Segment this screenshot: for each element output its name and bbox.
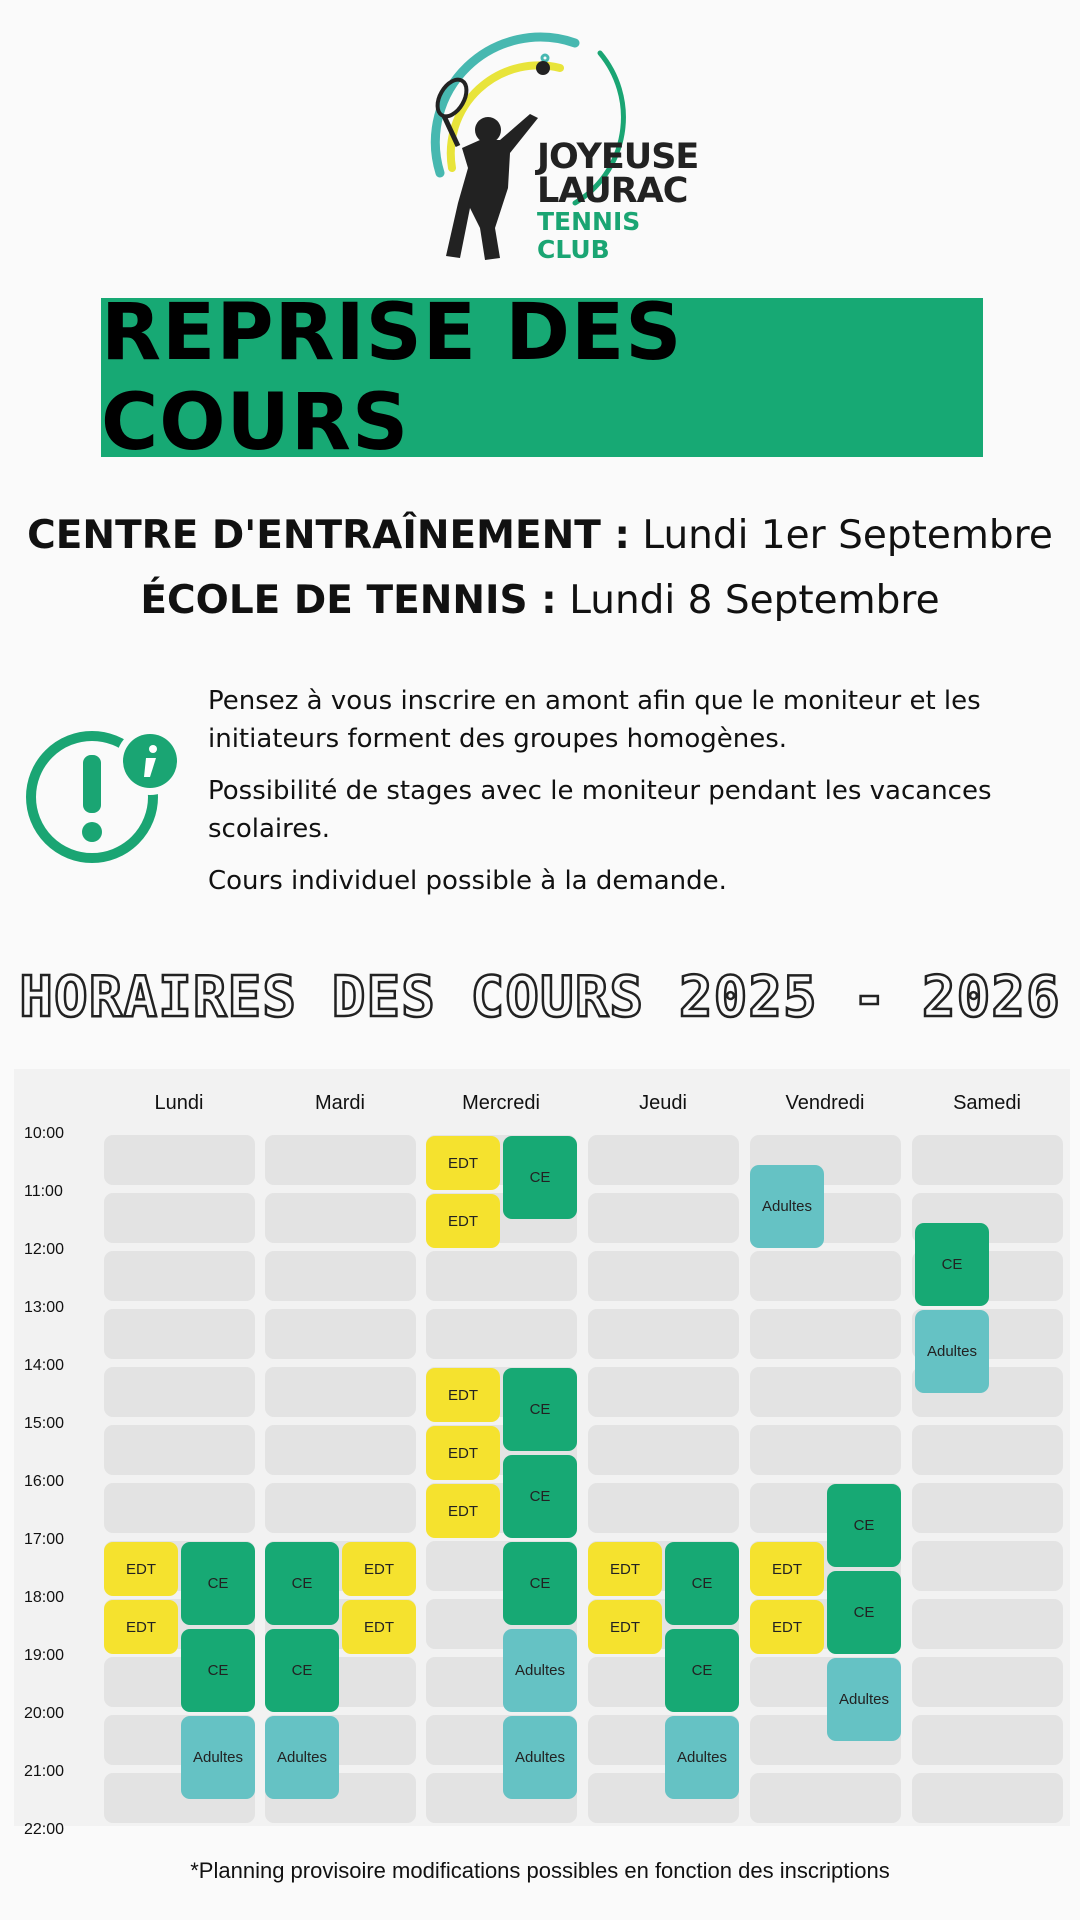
course-edt: EDT [426, 1426, 500, 1480]
empty-slot [265, 1193, 416, 1243]
time-label: 12:00 [24, 1241, 65, 1258]
time-label: 15:00 [24, 1415, 65, 1432]
course-adultes: Adultes [503, 1716, 577, 1799]
exclamation-info-icon [22, 725, 187, 865]
day-header: Samedi [953, 1092, 1021, 1114]
course-edt: EDT [104, 1542, 178, 1596]
logo-line-1: JOYEUSE [537, 137, 699, 177]
empty-slot [588, 1483, 739, 1533]
course-ce: CE [665, 1542, 739, 1625]
empty-slot [426, 1309, 577, 1359]
time-label: 17:00 [24, 1531, 65, 1548]
course-edt: EDT [342, 1600, 416, 1654]
date-ecole-tennis [0, 578, 1080, 623]
empty-slot [265, 1483, 416, 1533]
course-ce: CE [503, 1542, 577, 1625]
info-paragraph: Pensez à vous inscrire en amont afin que le moniteur et les initiateurs forment des groupes homogènes. [208, 686, 981, 754]
logo-line-2: LAURAC [537, 171, 688, 211]
course-ce: CE [827, 1484, 901, 1567]
time-label: 18:00 [24, 1589, 65, 1606]
course-ce: CE [503, 1455, 577, 1538]
empty-slot [426, 1251, 577, 1301]
date-label: ÉCOLE DE TENNIS : [140, 578, 557, 623]
empty-slot [750, 1367, 901, 1417]
empty-slot [104, 1135, 255, 1185]
course-ce: CE [665, 1629, 739, 1712]
logo-line-3: TENNIS CLUB [537, 207, 641, 264]
course-ce: CE [503, 1136, 577, 1219]
empty-slot [912, 1715, 1063, 1765]
info-paragraph: Possibilité de stages avec le moniteur pendant les vacances scolaires. [208, 776, 992, 844]
logo-text [537, 137, 699, 264]
empty-slot [265, 1367, 416, 1417]
banner-title: REPRISE DES COURS [101, 287, 683, 468]
course-edt: EDT [104, 1600, 178, 1654]
course-ce: CE [265, 1542, 339, 1625]
time-label: 20:00 [24, 1705, 65, 1722]
info-text [208, 682, 1068, 914]
empty-slot [588, 1135, 739, 1185]
date-centre-entrainement [0, 513, 1080, 558]
course-edt: EDT [426, 1368, 500, 1422]
empty-slot [588, 1193, 739, 1243]
empty-slot [104, 1251, 255, 1301]
date-value: Lundi 8 Septembre [569, 578, 940, 623]
course-edt: EDT [750, 1542, 824, 1596]
empty-slot [912, 1541, 1063, 1591]
course-edt: EDT [342, 1542, 416, 1596]
empty-slot [588, 1425, 739, 1475]
empty-slot [750, 1773, 901, 1823]
course-adultes: Adultes [750, 1165, 824, 1248]
time-label: 22:00 [24, 1821, 65, 1838]
empty-slot [750, 1425, 901, 1475]
course-adultes: Adultes [181, 1716, 255, 1799]
title-banner [101, 287, 983, 468]
empty-slot [588, 1309, 739, 1359]
day-header: Jeudi [639, 1092, 687, 1114]
course-ce: CE [265, 1629, 339, 1712]
empty-slot [104, 1483, 255, 1533]
course-edt: EDT [588, 1600, 662, 1654]
course-edt: EDT [588, 1542, 662, 1596]
empty-slot [104, 1425, 255, 1475]
course-adultes: Adultes [265, 1716, 339, 1799]
course-ce: CE [827, 1571, 901, 1654]
date-label: CENTRE D'ENTRAÎNEMENT : [27, 513, 630, 558]
empty-slot [750, 1309, 901, 1359]
course-edt: EDT [750, 1600, 824, 1654]
course-adultes: Adultes [915, 1310, 989, 1393]
club-logo [400, 28, 699, 268]
info-paragraph: Cours individuel possible à la demande. [208, 866, 727, 896]
footnote: *Planning provisoire modifications possibles en fonction des inscriptions [190, 1858, 890, 1883]
schedule-title: HORAIRES DES COURS 2025 - 2026 [19, 965, 1061, 1030]
course-edt: EDT [426, 1136, 500, 1190]
empty-slot [750, 1251, 901, 1301]
time-label: 21:00 [24, 1763, 65, 1780]
empty-slot [265, 1251, 416, 1301]
empty-slot [104, 1367, 255, 1417]
empty-slot [265, 1425, 416, 1475]
time-label: 13:00 [24, 1299, 65, 1316]
time-label: 11:00 [24, 1183, 63, 1200]
time-label: 16:00 [24, 1473, 65, 1490]
course-edt: EDT [426, 1484, 500, 1538]
course-ce: CE [181, 1542, 255, 1625]
empty-slot [912, 1773, 1063, 1823]
empty-slot [912, 1483, 1063, 1533]
course-adultes: Adultes [665, 1716, 739, 1799]
day-header: Vendredi [785, 1092, 865, 1114]
empty-slot [588, 1367, 739, 1417]
empty-slot [912, 1425, 1063, 1475]
course-adultes: Adultes [827, 1658, 901, 1741]
day-header: Mardi [314, 1092, 365, 1114]
empty-slot [912, 1657, 1063, 1707]
empty-slot [265, 1135, 416, 1185]
time-label: 10:00 [24, 1125, 65, 1142]
course-edt: EDT [426, 1194, 500, 1248]
course-ce: CE [503, 1368, 577, 1451]
empty-slot [104, 1193, 255, 1243]
time-label: 14:00 [24, 1357, 65, 1374]
course-ce: CE [915, 1223, 989, 1306]
course-adultes: Adultes [503, 1629, 577, 1712]
empty-slot [912, 1135, 1063, 1185]
empty-slot [104, 1309, 255, 1359]
day-header: Lundi [154, 1092, 204, 1114]
time-label: 19:00 [24, 1647, 65, 1664]
empty-slot [912, 1599, 1063, 1649]
course-ce: CE [181, 1629, 255, 1712]
empty-slot [588, 1251, 739, 1301]
date-value: Lundi 1er Septembre [642, 513, 1053, 558]
day-header: Mercredi [462, 1092, 540, 1114]
empty-slot [265, 1309, 416, 1359]
